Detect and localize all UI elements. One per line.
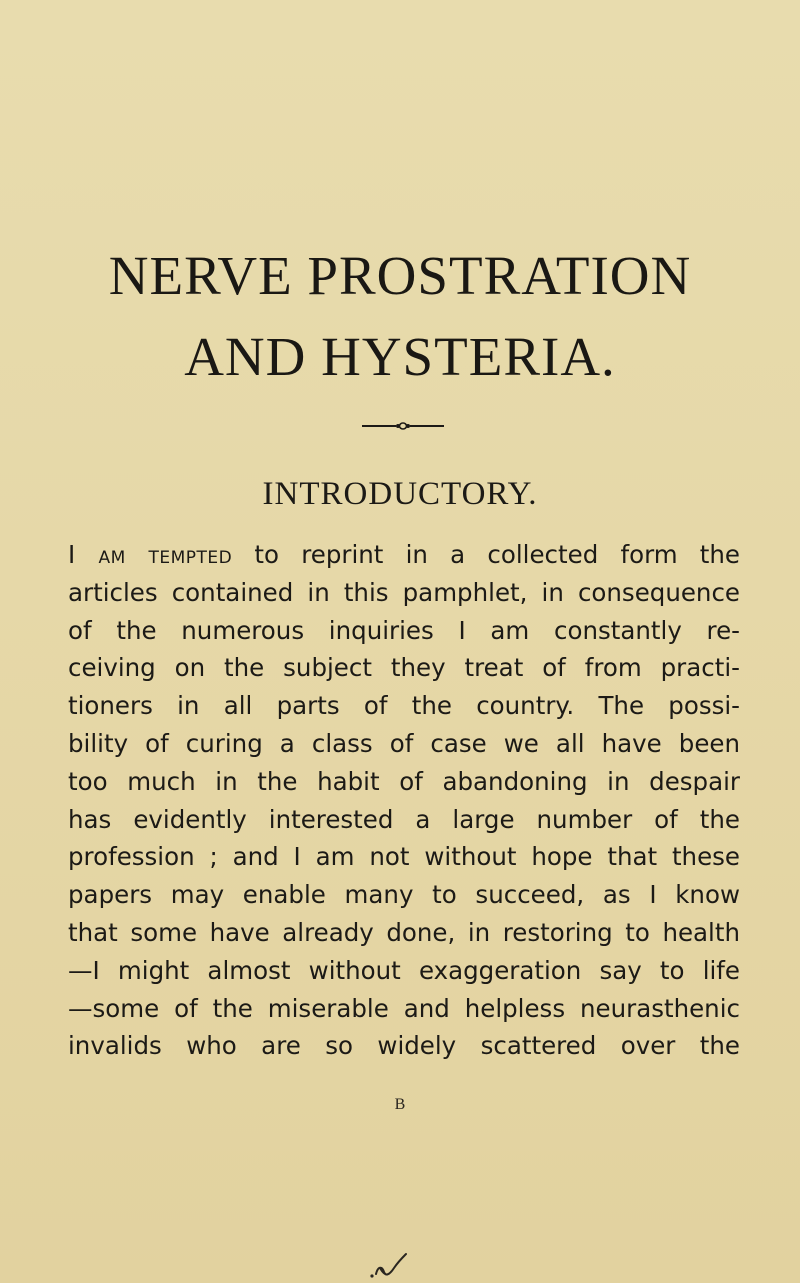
text-line: of the numerous inquiries I am constantly re- bbox=[68, 615, 740, 645]
ornament-rule-icon bbox=[362, 420, 444, 432]
text-line: too much in the habit of abandoning in despair bbox=[68, 766, 740, 796]
text-line: ceiving on the subject they treat of from practi- bbox=[68, 653, 740, 683]
signature-mark: B bbox=[394, 1096, 406, 1113]
text-line: articles contained in this pamphlet, in consequence bbox=[68, 577, 740, 607]
section-heading: INTRODUCTORY. bbox=[262, 476, 538, 512]
title-line-1: NERVE PROSTRATION bbox=[108, 245, 692, 306]
title-line-2: AND HYSTERIA. bbox=[184, 326, 616, 387]
text-line-1: I am tempted to reprint in a collected form the bbox=[68, 540, 741, 569]
body-paragraph bbox=[68, 536, 740, 1065]
text-line: papers may enable many to succeed, as I know bbox=[68, 880, 740, 910]
text-line: bility of curing a class of case we all have been bbox=[68, 728, 740, 758]
text-line: profession ; and I am not without hope that these bbox=[68, 842, 740, 872]
text-line: —some of the miserable and helpless neurasthenic bbox=[68, 993, 740, 1023]
lead-small-caps: I am tempted bbox=[68, 540, 233, 569]
text-line: —I might almost without exaggeration say to life bbox=[68, 955, 740, 985]
text-line: that some have already done, in restoring to health bbox=[68, 917, 740, 947]
handwritten-mark-icon bbox=[368, 1250, 408, 1280]
text-line: tioners in all parts of the country. The possi- bbox=[68, 691, 740, 721]
text-line: invalids who are so widely scattered over the bbox=[68, 1031, 740, 1061]
text-line: has evidently interested a large number of the bbox=[68, 804, 740, 834]
